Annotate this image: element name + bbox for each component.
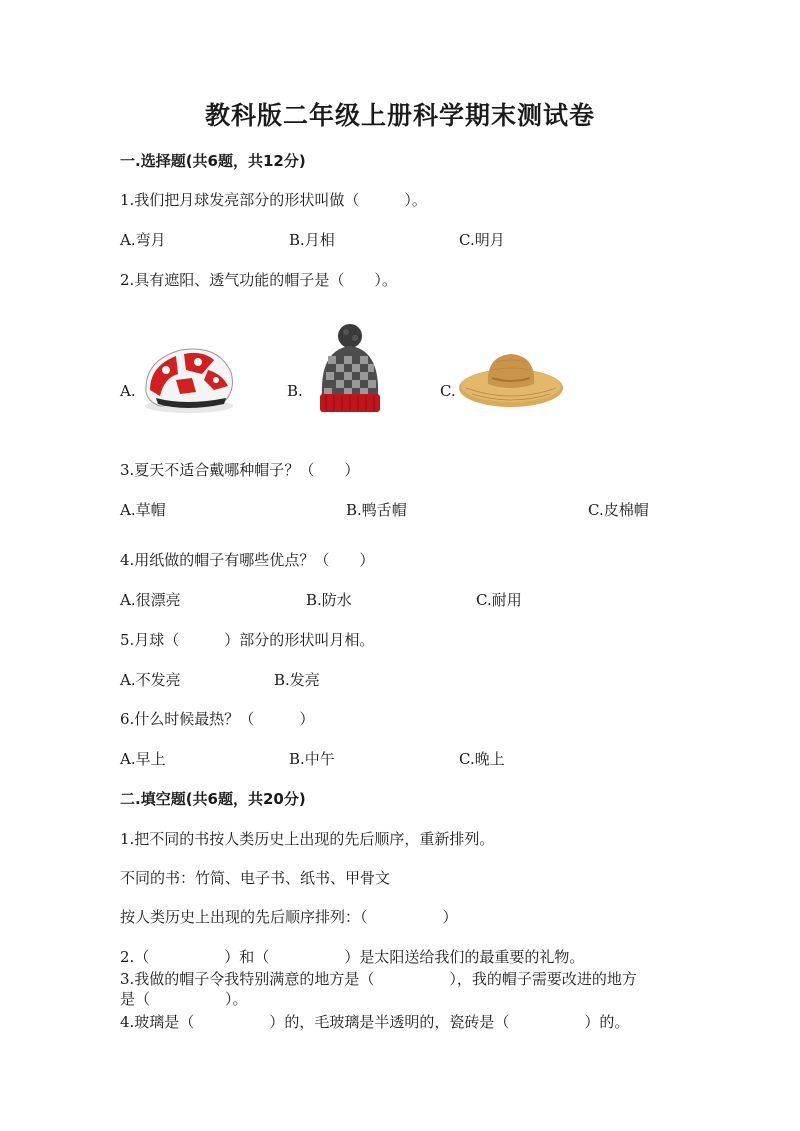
option-1-5-a: A.不发亮 bbox=[120, 671, 181, 689]
option-1-4-b: B.防水 bbox=[306, 591, 352, 609]
option-1-6-a: A.早上 bbox=[120, 750, 166, 768]
option-1-3-c: C.皮棉帽 bbox=[588, 501, 649, 519]
option-1-2-a: A. bbox=[120, 382, 136, 400]
question-1-5: 5.月球（ ）部分的形状叫月相。 bbox=[120, 631, 375, 649]
question-2-1: 1.把不同的书按人类历史上出现的先后顺序，重新排列。 bbox=[120, 830, 495, 848]
question-1-6: 6.什么时候最热？（ ） bbox=[120, 710, 315, 728]
question-1-4: 4.用纸做的帽子有哪些优点？（ ） bbox=[120, 551, 375, 569]
page-title: 教科版二年级上册科学期末测试卷 bbox=[204, 101, 595, 130]
option-1-2-c: C. bbox=[440, 382, 456, 400]
option-1-1-b: B.月相 bbox=[289, 231, 335, 249]
option-1-6-b: B.中午 bbox=[289, 750, 335, 768]
option-1-1-c: C.明月 bbox=[459, 231, 505, 249]
helmet-image bbox=[136, 340, 242, 416]
option-1-4-a: A.很漂亮 bbox=[120, 591, 181, 609]
option-1-5-b: B.发亮 bbox=[274, 671, 320, 689]
beanie-image bbox=[308, 322, 392, 416]
option-1-4-c: C.耐用 bbox=[476, 591, 522, 609]
option-1-3-a: A.草帽 bbox=[120, 501, 166, 519]
question-2-1-books: 不同的书：竹简、电子书、纸书、甲骨文 bbox=[120, 869, 391, 887]
question-2-3-line2: 是（ ）。 bbox=[120, 990, 248, 1008]
question-1-2: 2.具有遮阳、透气功能的帽子是（ ）。 bbox=[120, 271, 397, 289]
question-1-3: 3.夏天不适合戴哪种帽子？（ ） bbox=[120, 461, 360, 479]
option-1-2-b: B. bbox=[287, 382, 303, 400]
section-heading-fill: 二.填空题(共6题，共20分) bbox=[120, 790, 306, 808]
question-2-2: 2.（ ）和（ ）是太阳送给我们的最重要的礼物。 bbox=[120, 948, 585, 966]
question-2-3-line1: 3.我做的帽子令我特别满意的地方是（ ），我的帽子需要改进的地方 bbox=[120, 970, 637, 988]
question-2-1-order: 按人类历史上出现的先后顺序排列：（ ） bbox=[120, 908, 458, 926]
option-1-6-c: C.晚上 bbox=[459, 750, 505, 768]
section-heading-choice: 一.选择题(共6题，共12分) bbox=[120, 152, 306, 170]
question-2-4: 4.玻璃是（ ）的，毛玻璃是半透明的，瓷砖是（ ）的。 bbox=[120, 1013, 630, 1031]
option-1-3-b: B.鸭舌帽 bbox=[346, 501, 407, 519]
straw-hat-image bbox=[456, 348, 566, 410]
option-1-1-a: A.弯月 bbox=[120, 231, 166, 249]
question-1-1: 1.我们把月球发亮部分的形状叫做（ ）。 bbox=[120, 191, 427, 209]
